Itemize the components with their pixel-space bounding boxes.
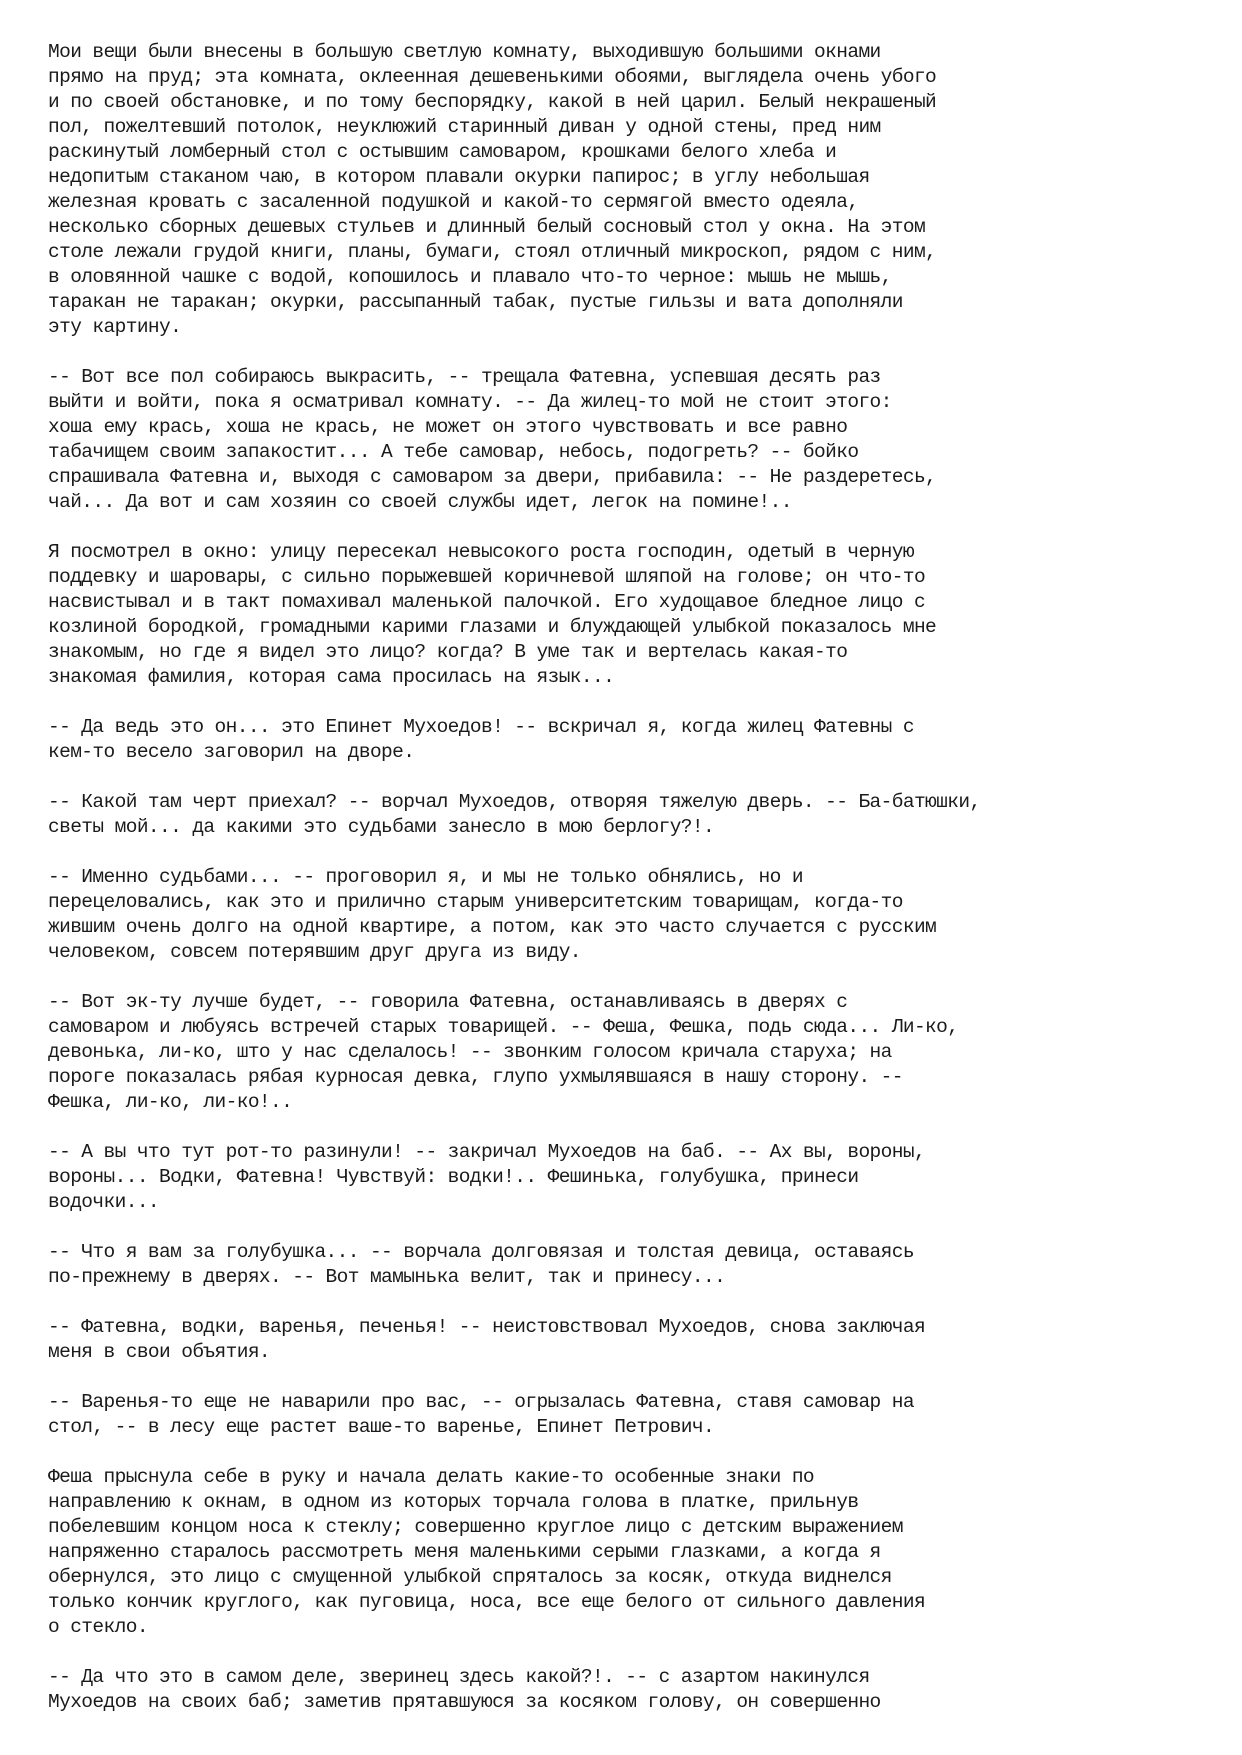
text-line: жившим очень долго на одной квартире, а потом, как это часто случается с русским: [48, 916, 937, 938]
text-line: пол, пожелтевший потолок, неуклюжий старинный диван у одной стены, пред ним: [48, 116, 881, 138]
text-line: столе лежали грудой книги, планы, бумаги, стоял отличный микроскоп, рядом с ним,: [48, 241, 937, 263]
paragraph: [48, 990, 1198, 1115]
text-line: девонька, ли-ко, што у нас сделалось! -- звонким голосом кричала старуха; на: [48, 1041, 892, 1063]
text-line: -- Да ведь это он... это Епинет Мухоедов! -- вскричал я, когда жилец Фатевны с: [48, 716, 914, 738]
text-line: перецеловались, как это и прилично старым университетским товарищам, когда-то: [48, 891, 903, 913]
paragraph: [48, 1665, 1198, 1715]
paragraph: [48, 790, 1198, 840]
text-line: -- Фатевна, водки, варенья, печенья! -- неистовствовал Мухоедов, снова заключая: [48, 1316, 926, 1338]
text-line: водочки...: [48, 1191, 160, 1213]
text-line: -- Варенья-то еще не наварили про вас, -- огрызалась Фатевна, ставя самовар на: [48, 1391, 914, 1413]
text-line: поддевку и шаровары, с сильно порыжевшей коричневой шляпой на голове; он что-то: [48, 566, 926, 588]
paragraph: [48, 1240, 1198, 1290]
text-line: знакомая фамилия, которая сама просилась на язык...: [48, 666, 615, 688]
paragraph: [48, 365, 1198, 515]
text-line: -- Вот эк-ту лучше будет, -- говорила Фатевна, останавливаясь в дверях с: [48, 991, 848, 1013]
text-line: побелевшим концом носа к стеклу; совершенно круглое лицо с детским выражением: [48, 1516, 903, 1538]
text-line: Я посмотрел в окно: улицу пересекал невысокого роста господин, одетый в черную: [48, 541, 914, 563]
text-line: выйти и войти, пока я осматривал комнату. -- Да жилец-то мой не стоит этого:: [48, 391, 892, 413]
text-line: в оловянной чашке с водой, копошилось и плавало что-то черное: мышь не мышь,: [48, 266, 892, 288]
text-line: -- А вы что тут рот-то разинули! -- закричал Мухоедов на баб. -- Ах вы, вороны,: [48, 1141, 926, 1163]
paragraph: [48, 540, 1198, 690]
text-line: Мухоедов на своих баб; заметив прятавшуюся за косяком голову, он совершенно: [48, 1691, 881, 1713]
paragraph: [48, 1315, 1198, 1365]
text-line: меня в свои объятия.: [48, 1341, 271, 1363]
text-line: и по своей обстановке, и по тому беспорядку, какой в ней царил. Белый некрашеный: [48, 91, 937, 113]
paragraph: [48, 40, 1198, 340]
text-line: насвистывал и в такт помахивал маленькой палочкой. Его худощавое бледное лицо с: [48, 591, 926, 613]
text-line: только кончик круглого, как пуговица, носа, все еще белого от сильного давления: [48, 1591, 926, 1613]
text-line: вороны... Водки, Фатевна! Чувствуй: водки!.. Фешинька, голубушка, принеси: [48, 1166, 859, 1188]
text-line: прямо на пруд; эта комната, оклеенная дешевенькими обоями, выглядела очень убого: [48, 66, 937, 88]
paragraph: [48, 1390, 1198, 1440]
text-line: о стекло.: [48, 1616, 148, 1638]
text-line: кем-то весело заговорил на дворе.: [48, 741, 415, 763]
text-line: Феша прыснула себе в руку и начала делать какие-то особенные знаки по: [48, 1466, 815, 1488]
paragraph: [48, 715, 1198, 765]
text-line: железная кровать с засаленной подушкой и какой-то сермягой вместо одеяла,: [48, 191, 859, 213]
text-line: самоваром и любуясь встречей старых товарищей. -- Феша, Фешка, подь сюда... Ли-ко,: [48, 1016, 959, 1038]
text-line: по-прежнему в дверях. -- Вот мамынька велит, так и принесу...: [48, 1266, 726, 1288]
text-line: Фешка, ли-ко, ли-ко!..: [48, 1091, 293, 1113]
text-line: обернулся, это лицо с смущенной улыбкой спряталось за косяк, откуда виднелся: [48, 1566, 892, 1588]
text-line: таракан не таракан; окурки, рассыпанный табак, пустые гильзы и вата дополняли: [48, 291, 903, 313]
paragraph: [48, 1140, 1198, 1215]
text-line: пороге показалась рябая курносая девка, глупо ухмылявшаяся в нашу сторону. --: [48, 1066, 903, 1088]
paragraph: [48, 1465, 1198, 1640]
text-line: человеком, совсем потерявшим друг друга из виду.: [48, 941, 581, 963]
text-line: -- Вот все пол собираюсь выкрасить, -- трещала Фатевна, успевшая десять раз: [48, 366, 881, 388]
text-line: стол, -- в лесу еще растет ваше-то варенье, Епинет Петрович.: [48, 1416, 715, 1438]
text-line: -- Именно судьбами... -- проговорил я, и мы не только обнялись, но и: [48, 866, 803, 888]
text-line: Мои вещи были внесены в большую светлую комнату, выходившую большими окнами: [48, 41, 881, 63]
text-line: недопитым стаканом чаю, в котором плавали окурки папирос; в углу небольшая: [48, 166, 870, 188]
text-line: светы мой... да какими это судьбами занесло в мою берлогу?!.: [48, 816, 715, 838]
text-line: -- Что я вам за голубушка... -- ворчала долговязая и толстая девица, оставаясь: [48, 1241, 914, 1263]
text-line: раскинутый ломберный стол с остывшим самоваром, крошками белого хлеба и: [48, 141, 837, 163]
text-line: направлению к окнам, в одном из которых торчала голова в платке, прильнув: [48, 1491, 859, 1513]
paragraph: [48, 865, 1198, 965]
text-line: табачищем своим запакостит... А тебе самовар, небось, подогреть? -- бойко: [48, 441, 859, 463]
text-line: несколько сборных дешевых стульев и длинный белый сосновый стол у окна. На этом: [48, 216, 926, 238]
document-page: [48, 40, 1198, 1740]
text-line: хоша ему крась, хоша не крась, не может он этого чувствовать и все равно: [48, 416, 848, 438]
text-line: эту картину.: [48, 316, 182, 338]
text-line: -- Какой там черт приехал? -- ворчал Мухоедов, отворяя тяжелую дверь. -- Ба-батюшки,: [48, 791, 981, 813]
text-line: козлиной бородкой, громадными карими глазами и блуждающей улыбкой показалось мне: [48, 616, 937, 638]
text-line: -- Да что это в самом деле, зверинец здесь какой?!. -- с азартом накинулся: [48, 1666, 870, 1688]
text-line: напряженно старалось рассмотреть меня маленькими серыми глазками, а когда я: [48, 1541, 881, 1563]
text-line: спрашивала Фатевна и, выходя с самоваром за двери, прибавила: -- Не раздеретесь,: [48, 466, 937, 488]
text-line: знакомым, но где я видел это лицо? когда? В уме так и вертелась какая-то: [48, 641, 848, 663]
text-line: чай... Да вот и сам хозяин со своей службы идет, легок на помине!..: [48, 491, 792, 513]
